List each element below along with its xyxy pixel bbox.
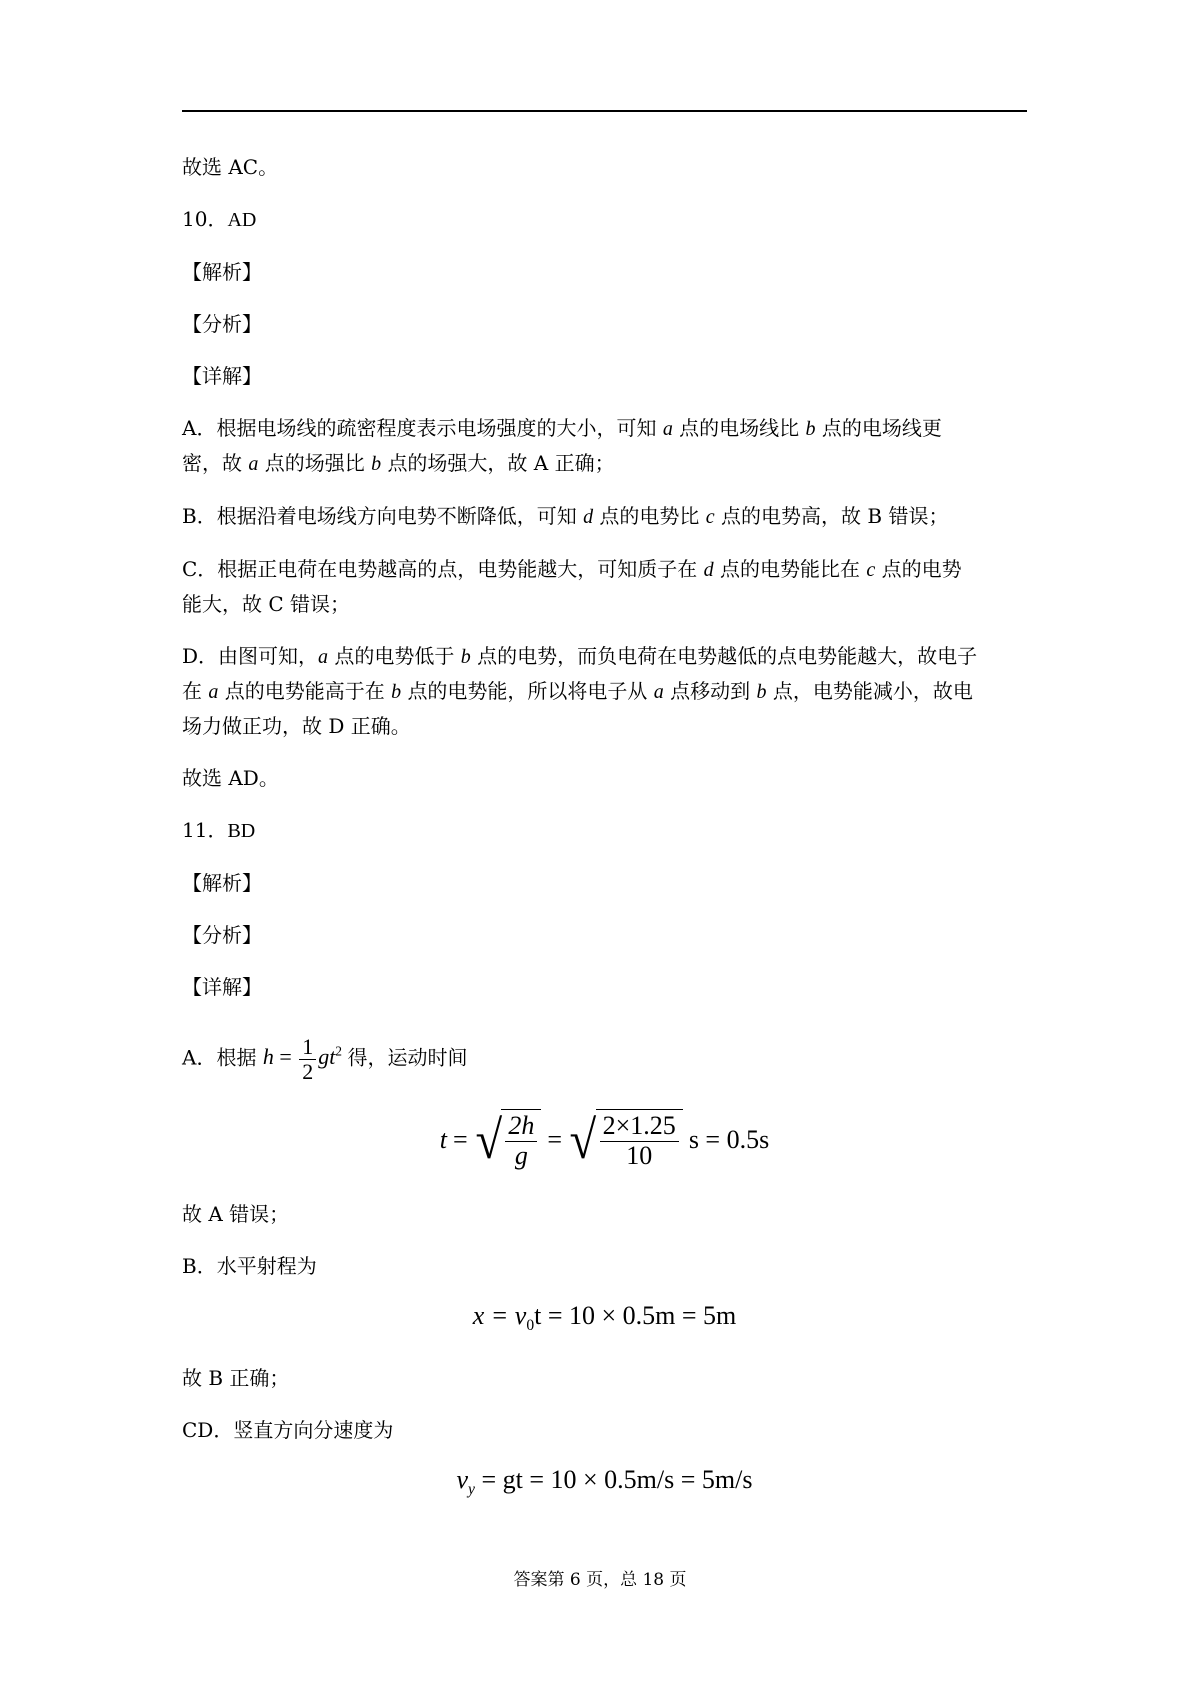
- variable: a: [248, 453, 259, 475]
- text: 点的电势，而负电荷在电势越低的点电势能越大，故电子: [477, 644, 978, 668]
- text: 【分析】: [182, 923, 262, 947]
- text: 点的场强大，故 A 正确；: [387, 451, 615, 475]
- variable: v: [456, 1464, 469, 1494]
- variable: a: [653, 681, 664, 703]
- text: 点，电势能减小，故电: [772, 679, 973, 703]
- answer-letters: AD: [227, 209, 257, 231]
- text: 故选 AC。: [182, 155, 279, 179]
- q11-option-a-paragraph: [182, 1022, 1027, 1087]
- inline-formula: h = $\frac{1}{2}$ $gt^2$: [262, 1033, 342, 1084]
- numerator: 2h: [505, 1112, 537, 1142]
- option-b-paragraph: [182, 499, 1027, 534]
- text: 点的电场线更: [821, 416, 942, 440]
- question-number: 10．: [182, 207, 228, 231]
- text: D．由图可知，: [182, 644, 319, 668]
- text: 点的电势: [881, 557, 962, 581]
- section-fenxi: [182, 307, 1027, 341]
- equation-right: = gt = 10 × 0.5m/s = 5m/s: [474, 1464, 753, 1494]
- variable: c: [866, 559, 876, 581]
- variable: b: [460, 646, 471, 668]
- equation-vy: [182, 1465, 1027, 1499]
- text: 点的电势能，所以将电子从: [407, 679, 648, 703]
- numerator: 1: [299, 1035, 316, 1060]
- text: 密，故: [182, 451, 242, 475]
- text: 能大，故 C 错误；: [182, 592, 351, 616]
- text: 【分析】: [182, 312, 262, 336]
- section-jiexi: [182, 255, 1027, 289]
- text: CD．竖直方向分速度为: [182, 1417, 394, 1442]
- equation-time: t = √ $\frac{2h}{g}$ = √ $\frac{2\times 1.25}{10}$ s = 0.5s: [439, 1109, 770, 1170]
- text: 点的场强比: [264, 451, 365, 475]
- paragraph: [182, 1197, 1027, 1231]
- text: 点的电场线比: [679, 416, 800, 440]
- option-a-paragraph: [182, 411, 1027, 481]
- text: 【详解】: [182, 364, 262, 388]
- fraction: [505, 1112, 537, 1170]
- variable: c: [705, 506, 715, 528]
- text: B．水平射程为: [182, 1253, 317, 1278]
- text: B．根据沿着电场线方向电势不断降低，可知: [182, 504, 577, 528]
- variable: b: [756, 681, 767, 703]
- option-c-paragraph: [182, 552, 1027, 621]
- section-xiangjie: [182, 970, 1027, 1004]
- text: 在: [182, 679, 202, 703]
- variable: b: [391, 681, 402, 703]
- square-root: √ $\frac{2h}{g}$: [474, 1109, 542, 1170]
- variable: a: [208, 681, 219, 703]
- paragraph: [182, 1361, 1027, 1395]
- text: 点的电势比: [599, 504, 700, 528]
- text: C．根据正电荷在电势越高的点，电势能越大，可知质子在: [182, 557, 698, 581]
- text: 故 B 正确；: [182, 1365, 290, 1390]
- answer-letters: BD: [227, 820, 256, 842]
- equation-result: s = 0.5s: [688, 1124, 770, 1154]
- variable: gt: [318, 1044, 336, 1070]
- text: 【详解】: [182, 975, 262, 999]
- variable: a: [662, 418, 673, 440]
- text: 场力做正功，故 D 正确。: [182, 714, 411, 738]
- equation-left: x = v: [472, 1300, 527, 1330]
- question-11-answer: [182, 813, 1027, 848]
- numerator: 2×1.25: [600, 1112, 679, 1142]
- denominator: 2: [302, 1058, 314, 1084]
- text: 【解析】: [182, 871, 262, 895]
- page-footer: 答案第 6 页，总 18 页: [513, 1570, 687, 1590]
- text: 【解析】: [182, 260, 262, 284]
- variable: t: [439, 1124, 448, 1154]
- text: 得，运动时间: [347, 1045, 468, 1070]
- text: 故选 AD。: [182, 766, 279, 790]
- square-root: √ $\frac{2\times 1.25}{10}$: [568, 1109, 683, 1170]
- text: 点的电势能比在: [720, 557, 861, 581]
- text: 点的电势能高于在: [224, 679, 385, 703]
- subscript: y: [468, 1480, 475, 1498]
- document-body: [182, 150, 1027, 1499]
- variable: b: [371, 453, 382, 475]
- equation-range: [182, 1301, 1027, 1335]
- denominator: g: [514, 1140, 528, 1170]
- variable: b: [805, 418, 816, 440]
- q11-option-b-paragraph: [182, 1249, 1027, 1283]
- text: 点移动到: [670, 679, 751, 703]
- text: 点的电势低于: [334, 644, 455, 668]
- variable: a: [318, 646, 329, 668]
- fraction: [600, 1112, 679, 1170]
- exponent: 2: [335, 1044, 342, 1059]
- question-10-answer: [182, 202, 1027, 237]
- question-number: 11．: [182, 818, 228, 842]
- variable: d: [583, 506, 594, 528]
- denominator: 10: [626, 1140, 653, 1170]
- q11-option-cd-paragraph: [182, 1413, 1027, 1447]
- option-d-paragraph: [182, 639, 1027, 743]
- text: A．根据电场线的疏密程度表示电场强度的大小，可知: [182, 416, 657, 440]
- variable: d: [703, 559, 714, 581]
- fraction: [299, 1035, 316, 1084]
- section-fenxi: [182, 918, 1027, 952]
- header-rule: [182, 110, 1027, 112]
- paragraph: [182, 150, 1027, 184]
- paragraph: [182, 761, 1027, 795]
- variable: h: [262, 1044, 274, 1070]
- text: 点的电势高，故 B 错误；: [721, 504, 949, 528]
- text: A．根据: [182, 1045, 257, 1070]
- text: 故 A 错误；: [182, 1201, 290, 1226]
- subscript: 0: [526, 1316, 535, 1334]
- section-xiangjie: [182, 359, 1027, 393]
- equation-right: t = 10 × 0.5m = 5m: [534, 1300, 737, 1330]
- section-jiexi: [182, 866, 1027, 900]
